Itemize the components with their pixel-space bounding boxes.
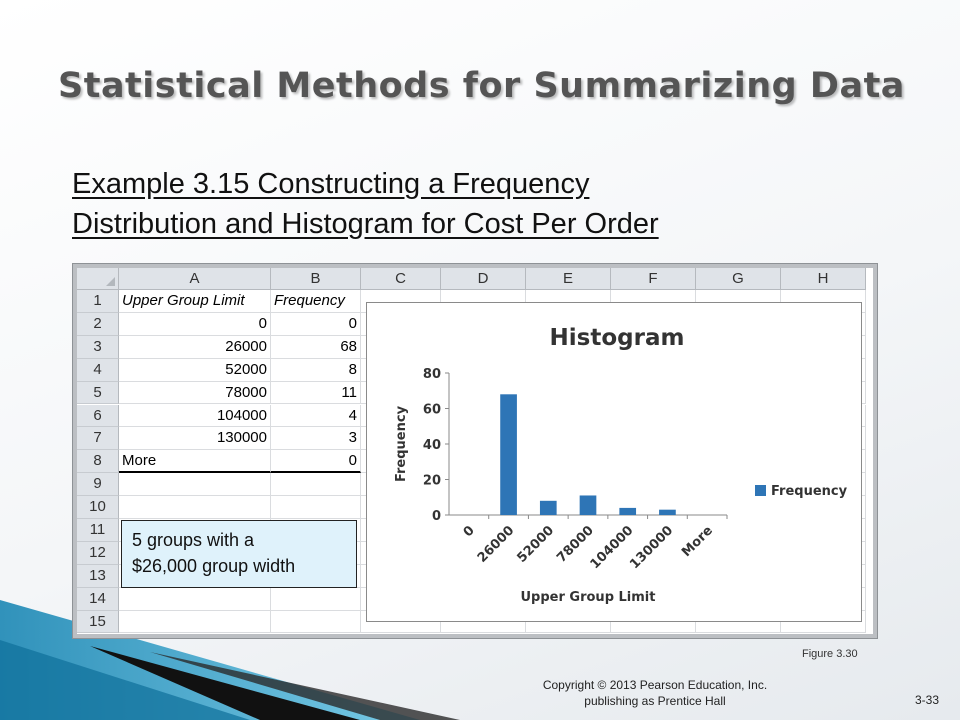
- x-tick-label: 0: [460, 523, 478, 541]
- row-header-6[interactable]: 6: [77, 405, 119, 428]
- empty-cell[interactable]: [271, 473, 361, 496]
- histogram-bar: [659, 510, 676, 515]
- cell-upper-limit[interactable]: 78000: [119, 382, 271, 405]
- column-header-d[interactable]: D: [441, 268, 526, 290]
- empty-cell[interactable]: [119, 611, 271, 634]
- row-header-12[interactable]: 12: [77, 542, 119, 565]
- empty-cell[interactable]: [271, 496, 361, 519]
- histogram-bar: [619, 508, 636, 515]
- row-header-3[interactable]: 3: [77, 336, 119, 359]
- column-header-g[interactable]: G: [696, 268, 781, 290]
- callout-line-2: $26,000 group width: [132, 556, 296, 576]
- row-header-5[interactable]: 5: [77, 382, 119, 405]
- cell-upper-limit[interactable]: 52000: [119, 359, 271, 382]
- column-header-a[interactable]: A: [119, 268, 271, 290]
- chart-title: Histogram: [549, 325, 685, 351]
- cell-frequency[interactable]: 11: [271, 382, 361, 405]
- row-header-8[interactable]: 8: [77, 450, 119, 473]
- select-all-corner[interactable]: [77, 268, 119, 290]
- row-header-11[interactable]: 11: [77, 519, 119, 542]
- cell-upper-limit[interactable]: 130000: [119, 427, 271, 450]
- y-tick-label: 20: [422, 473, 441, 489]
- legend-label: Frequency: [771, 484, 848, 499]
- empty-cell[interactable]: [119, 496, 271, 519]
- cell-frequency[interactable]: 0: [271, 450, 361, 473]
- example-heading-line-2: Distribution and Histogram for Cost Per Order: [72, 208, 659, 240]
- row-header-9[interactable]: 9: [77, 473, 119, 496]
- cell-frequency[interactable]: 3: [271, 427, 361, 450]
- row-header-10[interactable]: 10: [77, 496, 119, 519]
- x-tick-label: 78000: [554, 523, 597, 566]
- cell-frequency[interactable]: 4: [271, 405, 361, 428]
- slide-title: Statistical Methods for Summarizing Data: [58, 66, 905, 106]
- x-tick-label: 104000: [587, 523, 637, 573]
- cell-upper-limit[interactable]: 104000: [119, 405, 271, 428]
- y-axis-title: Frequency: [394, 405, 409, 483]
- copyright-notice: [530, 677, 780, 709]
- empty-cell[interactable]: [119, 473, 271, 496]
- cell-upper-limit[interactable]: 0: [119, 313, 271, 336]
- y-tick-label: 80: [422, 367, 441, 382]
- row-header-15[interactable]: 15: [77, 611, 119, 634]
- cell-b1-frequency-header[interactable]: Frequency: [271, 290, 361, 313]
- y-tick-label: 60: [422, 402, 441, 418]
- empty-cell[interactable]: [271, 588, 361, 611]
- x-tick-label: 26000: [474, 523, 518, 566]
- column-header-h[interactable]: H: [781, 268, 866, 290]
- x-tick-label: 130000: [627, 523, 677, 573]
- x-axis-title: Upper Group Limit: [520, 590, 656, 605]
- column-header-f[interactable]: F: [611, 268, 696, 290]
- column-header-c[interactable]: C: [361, 268, 441, 290]
- histogram-chart: [366, 302, 862, 622]
- x-tick-label: 52000: [514, 523, 558, 566]
- page-number: 3-33: [915, 693, 940, 707]
- histogram-bar: [500, 394, 517, 515]
- cell-frequency[interactable]: 8: [271, 359, 361, 382]
- cell-frequency[interactable]: 68: [271, 336, 361, 359]
- histogram-bar: [540, 501, 557, 515]
- copyright-line-1: Copyright © 2013 Pearson Education, Inc.: [542, 678, 768, 692]
- figure-caption: Figure 3.30: [802, 648, 858, 660]
- row-header-7[interactable]: 7: [77, 427, 119, 450]
- copyright-line-2: publishing as Prentice Hall: [584, 694, 726, 708]
- y-tick-label: 40: [422, 438, 441, 453]
- cell-upper-limit[interactable]: More: [119, 450, 271, 473]
- callout-line-1: 5 groups with a: [132, 530, 255, 550]
- cell-upper-limit[interactable]: 26000: [119, 336, 271, 359]
- row-header-14[interactable]: 14: [77, 588, 119, 611]
- row-header-2[interactable]: 2: [77, 313, 119, 336]
- row-header-13[interactable]: 13: [77, 565, 119, 588]
- histogram-svg: [367, 303, 861, 621]
- column-header-b[interactable]: B: [271, 268, 361, 290]
- column-header-e[interactable]: E: [526, 268, 611, 290]
- row-header-4[interactable]: 4: [77, 359, 119, 382]
- y-tick-label: 0: [431, 509, 441, 524]
- example-heading-line-1: Example 3.15 Constructing a Frequency: [72, 168, 590, 200]
- row-header-1[interactable]: 1: [77, 290, 119, 313]
- histogram-bar: [580, 495, 597, 515]
- empty-cell[interactable]: [119, 588, 271, 611]
- cell-frequency[interactable]: 0: [271, 313, 361, 336]
- legend-swatch: [755, 485, 766, 496]
- group-width-callout: [121, 520, 357, 588]
- cell-a1-upper-group-limit-header[interactable]: Upper Group Limit: [119, 290, 271, 313]
- x-tick-label: More: [679, 523, 716, 561]
- empty-cell[interactable]: [271, 611, 361, 634]
